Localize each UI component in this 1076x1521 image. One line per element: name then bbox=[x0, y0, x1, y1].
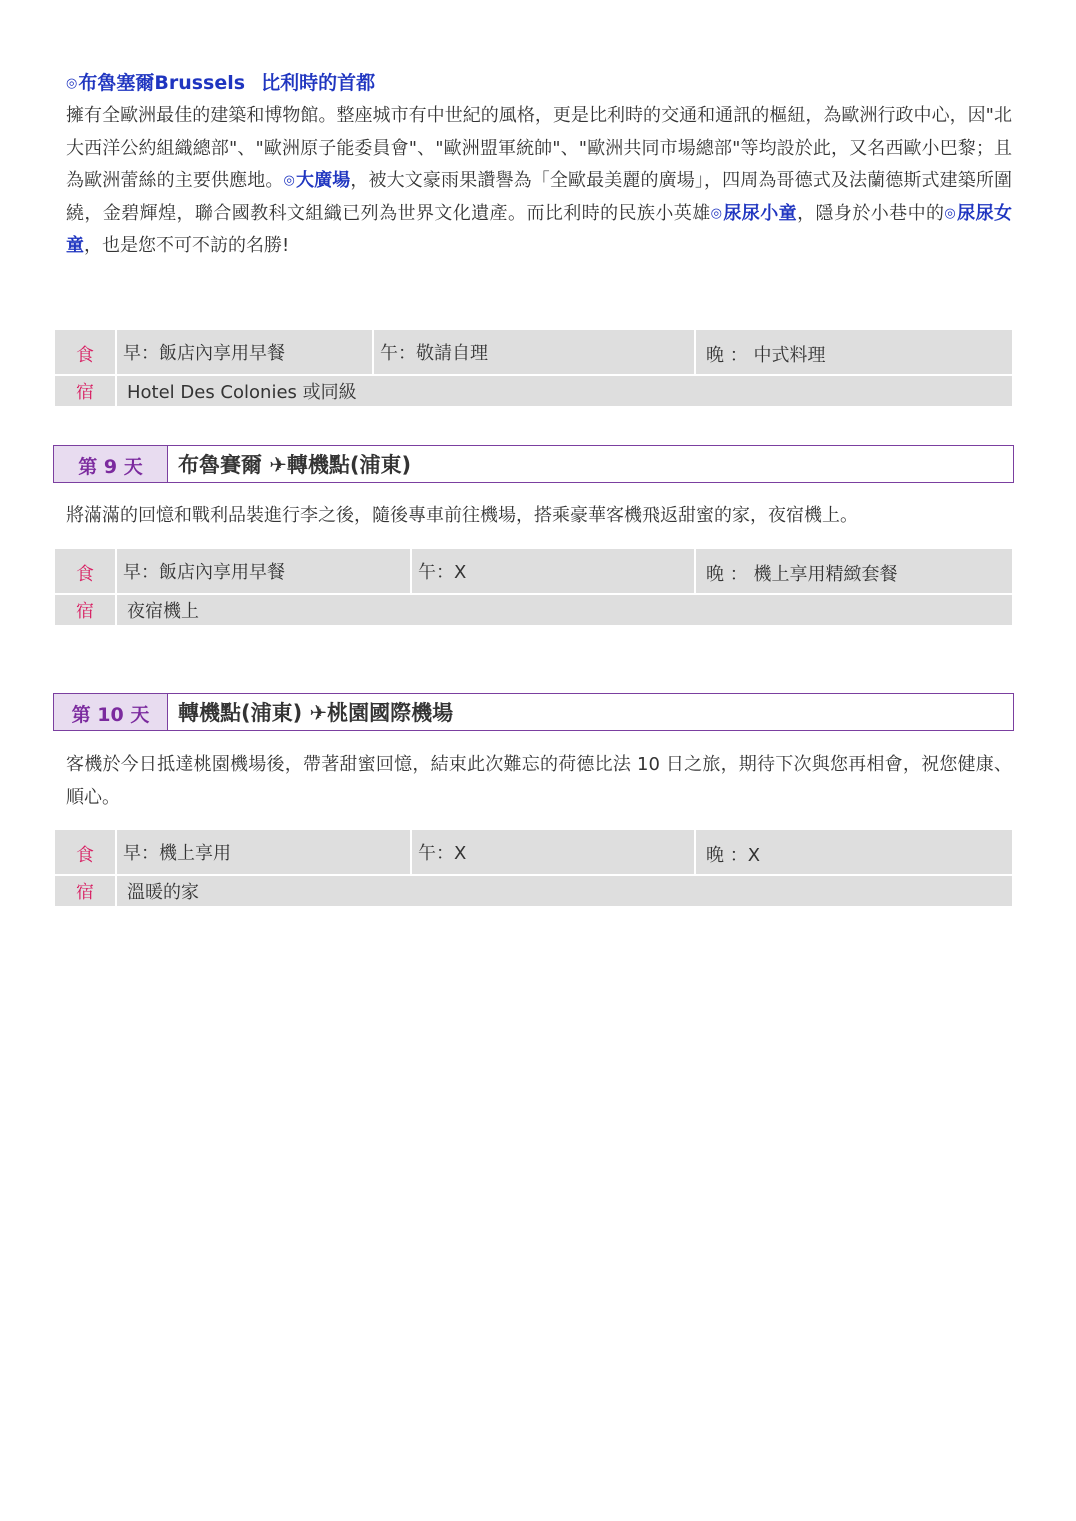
bullet-icon: ◎ bbox=[283, 173, 296, 188]
stay-label: 宿 bbox=[54, 375, 116, 407]
bullet-icon: ◎ bbox=[710, 205, 723, 221]
meal-label: 食 bbox=[54, 548, 116, 594]
desc-part-3: ，隱身於小巷中的 bbox=[797, 202, 945, 224]
desc-part-2: ，被大文豪雨果讚譽為「全歐最美麗的廣場」，四周為哥德式及法蘭德斯式建築所圍繞，金碧輝煌，聯合國教科文組織已列為世界文化遺產。而比利時的民族小英雄 bbox=[66, 170, 1013, 224]
hotel-cell: 夜宿機上 bbox=[116, 594, 1013, 626]
stay-label: 宿 bbox=[54, 875, 116, 907]
day9-route: 布魯賽爾 ✈轉機點(浦東) bbox=[178, 453, 412, 477]
highlight-jeanneke-pis: 尿尿女童 bbox=[66, 202, 1013, 256]
dinner-cell: 晚 ： 機上享用精緻套餐 bbox=[695, 548, 1013, 594]
breakfast-cell: 早：飯店內享用早餐 bbox=[116, 548, 411, 594]
meal-label: 食 bbox=[54, 829, 116, 875]
stay-label: 宿 bbox=[54, 594, 116, 626]
desc-part-1: 擁有全歐洲最佳的建築和博物館。整座城市有中世紀的風格，更是比利時的交通和通訊的樞紐，為歐洲行政中心，因"北大西洋公約組織總部"、"歐洲原子能委員會"、"歐洲盟軍統帥"、"歐洲共同市場總部"等均設於此，又名西歐小巴黎；且為歐洲蕾絲的主要供應地。 bbox=[66, 105, 1012, 191]
lunch-cell: 午：X bbox=[411, 829, 695, 875]
brussels-description bbox=[66, 100, 1012, 263]
highlight-grand-place: 大廣場 bbox=[296, 170, 351, 191]
meal-label: 食 bbox=[54, 329, 116, 375]
brussels-subtitle: 比利時的首都 bbox=[261, 72, 376, 94]
breakfast-cell: 早：飯店內享用早餐 bbox=[116, 329, 373, 375]
day10-route: 轉機點(浦東) ✈桃園國際機場 bbox=[178, 701, 454, 725]
dinner-cell: 晚 ： 中式料理 bbox=[695, 329, 1013, 375]
bullet-icon: ◎ bbox=[944, 205, 957, 221]
day9-header bbox=[53, 445, 1014, 483]
day9-description: 將滿滿的回憶和戰利品裝進行李之後，隨後專車前往機場，搭乘豪華客機飛返甜蜜的家，夜宿機上。 bbox=[66, 505, 858, 526]
brussels-heading bbox=[66, 68, 375, 95]
day10-label: 第 10 天 bbox=[54, 694, 168, 730]
lunch-cell: 午：X bbox=[411, 548, 695, 594]
day10-header bbox=[53, 693, 1014, 731]
meal-table-day8 bbox=[53, 328, 1014, 408]
highlight-manneken-pis: 尿尿小童 bbox=[723, 202, 798, 224]
desc-part-4: ，也是您不可不訪的名勝! bbox=[84, 235, 290, 256]
hotel-cell: 溫暖的家 bbox=[116, 875, 1013, 907]
brussels-title: 布魯塞爾Brussels bbox=[78, 72, 246, 94]
hotel-cell: Hotel Des Colonies 或同級 bbox=[116, 375, 1013, 407]
day10-description: 客機於今日抵達桃園機場後，帶著甜蜜回憶，結束此次難忘的荷德比法 10 日之旅，期待下次與您再相會，祝您健康、順心。 bbox=[66, 754, 1012, 808]
meal-table-day10 bbox=[53, 828, 1014, 908]
breakfast-cell: 早：機上享用 bbox=[116, 829, 411, 875]
dinner-cell: 晚 ：X bbox=[695, 829, 1013, 875]
day9-label: 第 9 天 bbox=[54, 446, 168, 482]
meal-table-day9 bbox=[53, 547, 1014, 627]
bullet-icon: ◎ bbox=[66, 76, 78, 91]
lunch-cell: 午：敬請自理 bbox=[373, 329, 695, 375]
